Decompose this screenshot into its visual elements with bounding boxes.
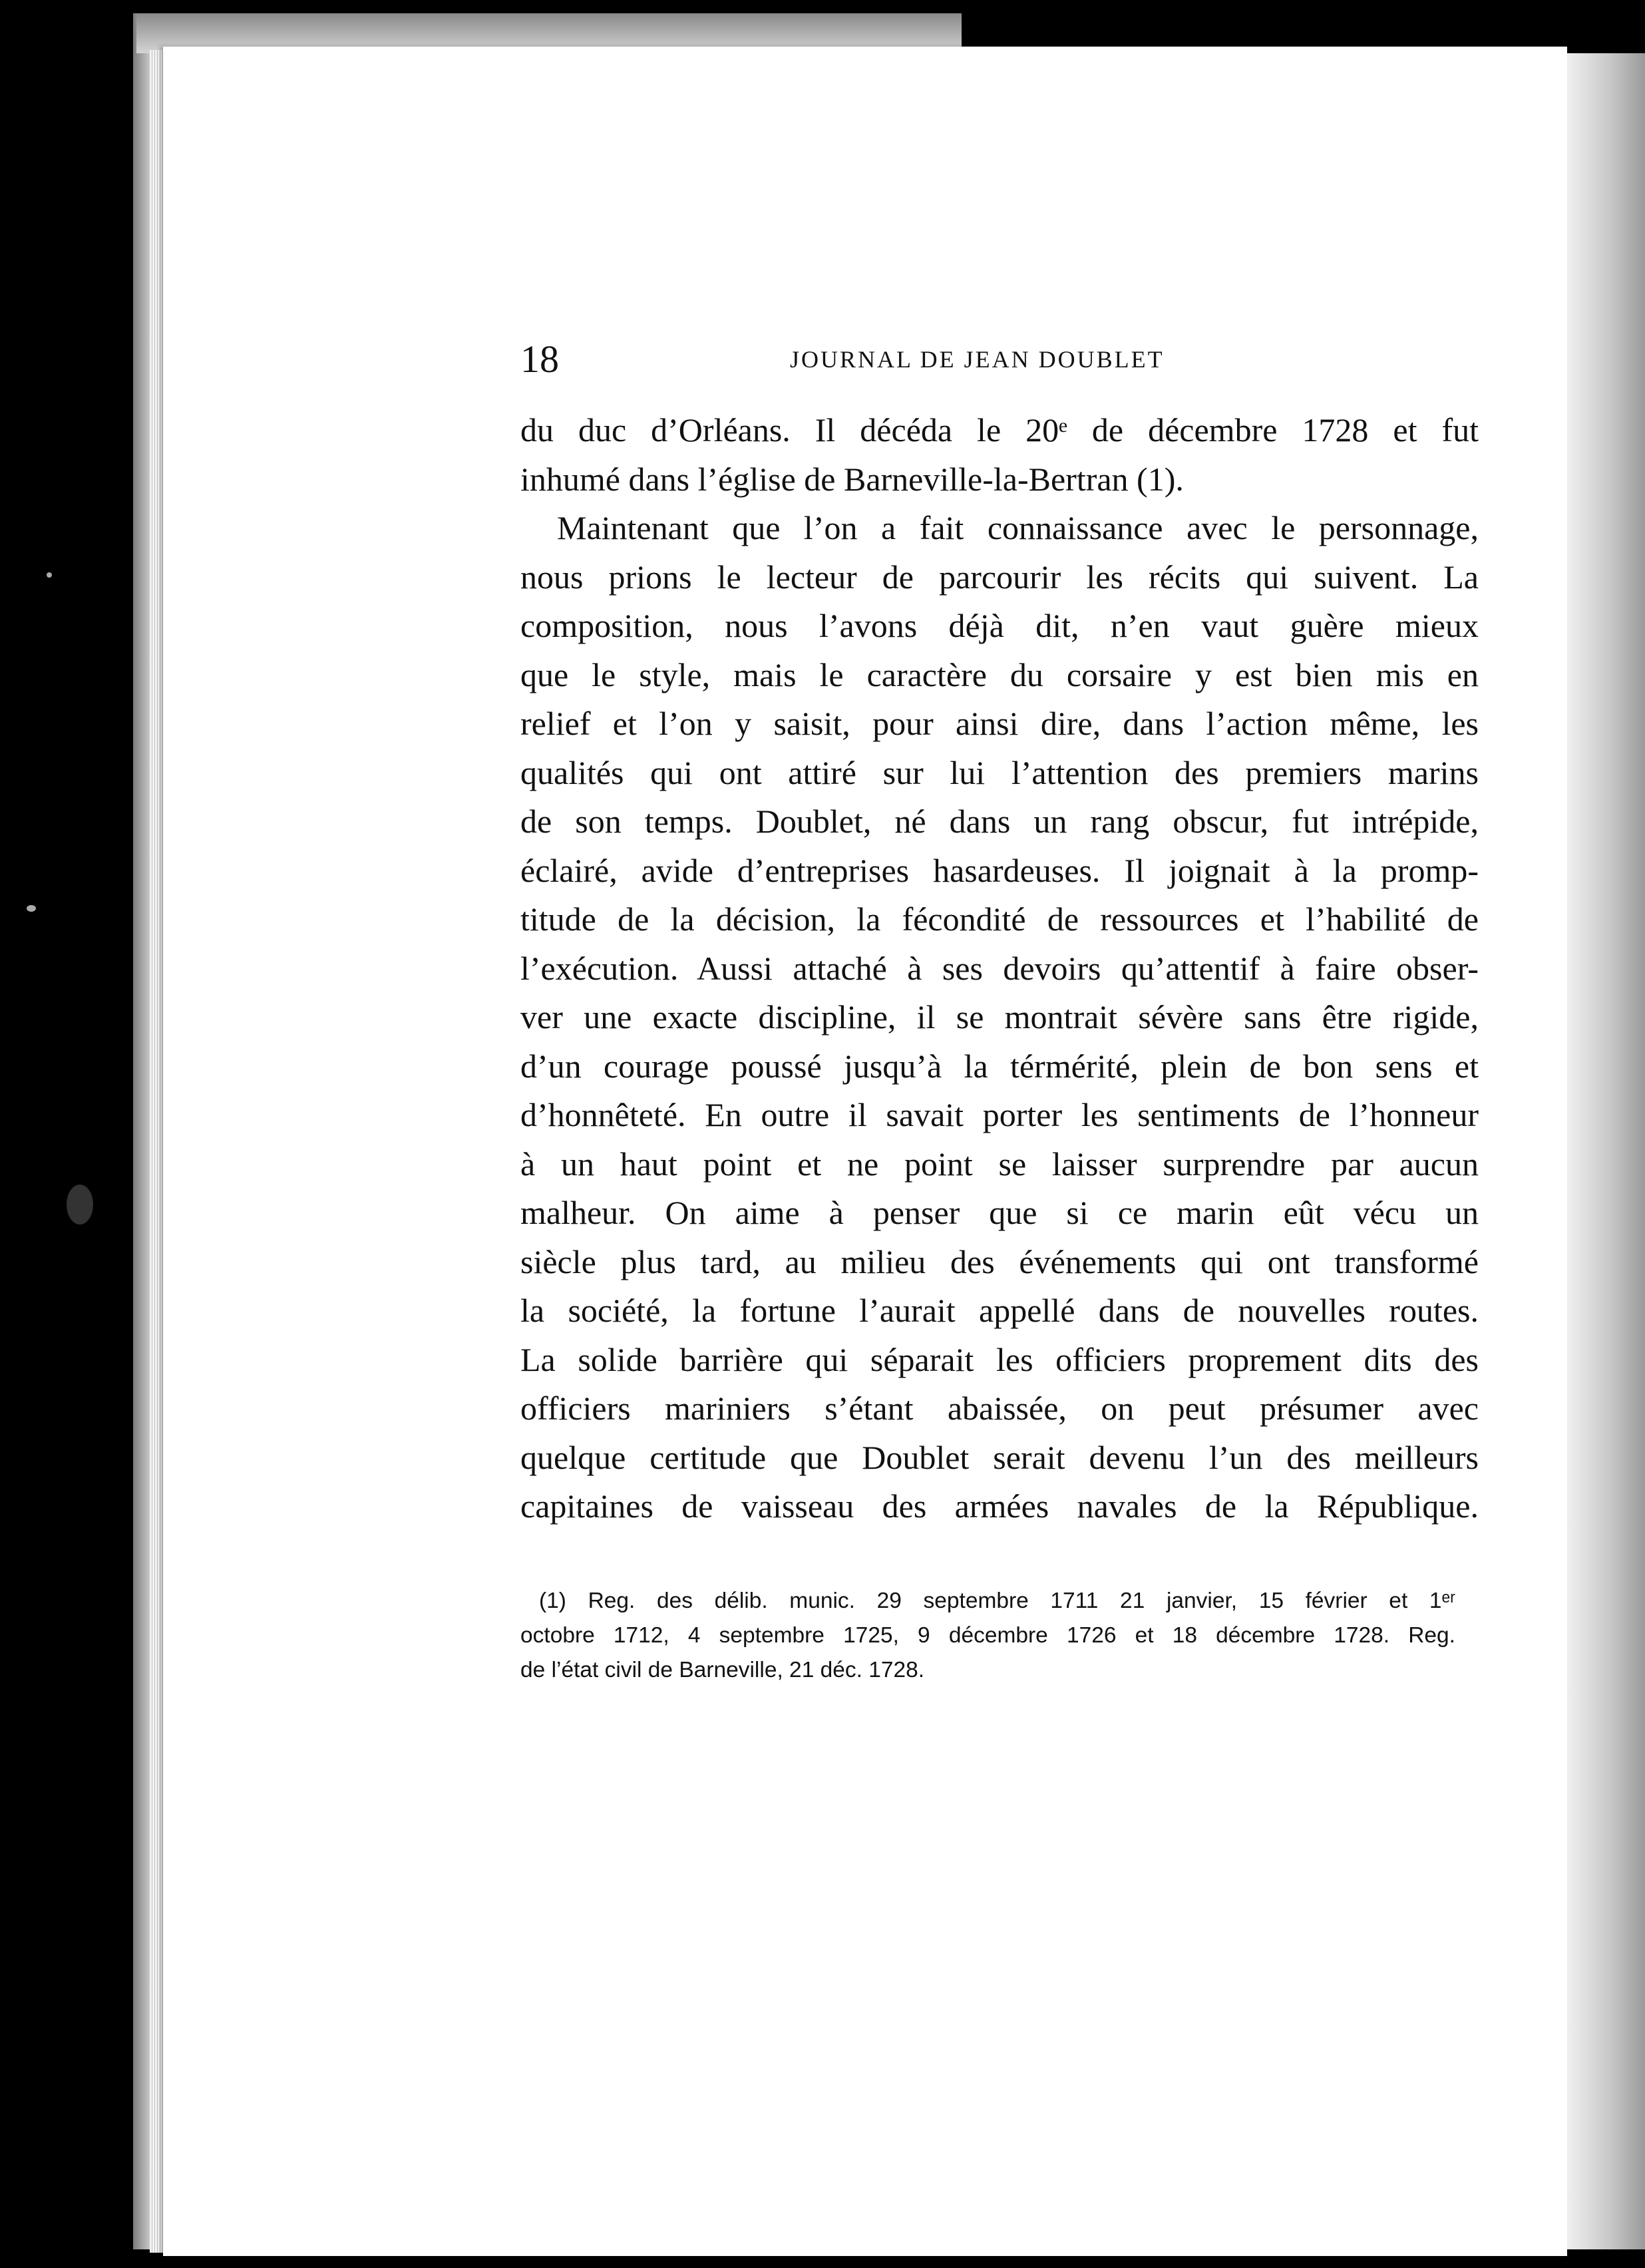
footnote-line: octobre 1712, 4 septembre 1725, 9 décembre 1726 et 18 décembre 1728. Reg. [520, 1623, 1455, 1648]
text-line: La solide barrière qui séparait les officiers proprement dits des [520, 1340, 1479, 1378]
text-line: quelque certitude que Doublet serait devenu l’un des meilleurs [520, 1438, 1479, 1476]
text-line: inhumé dans l’église de Barneville-la-Bertran (1). [520, 460, 1184, 498]
page-header [520, 333, 1198, 386]
scan-right-edge [1567, 53, 1645, 2249]
page-number: 18 [520, 337, 559, 381]
text-line: l’exécution. Aussi attaché à ses devoirs qu’attentif à faire obser- [520, 949, 1479, 987]
scan-speck [67, 1185, 93, 1225]
footnote [520, 1584, 1455, 1688]
text-line: nous prions le lecteur de parcourir les récits qui suivent. La [520, 558, 1479, 596]
text-line: d’honnêteté. En outre il savait porter les sentiments de l’honneur [520, 1096, 1479, 1133]
text-line: malheur. On aime à penser que si ce marin eût vécu un [520, 1194, 1479, 1231]
body-text [520, 406, 1479, 1531]
text-line: Maintenant que l’on a fait connaissance avec le personnage, [557, 509, 1479, 546]
text-line: ver une exacte discipline, il se montrait sévère sans être rigide, [520, 998, 1479, 1036]
text-line: qualités qui ont attiré sur lui l’attention des premiers marins [520, 753, 1479, 791]
text-line: éclairé, avide d’entreprises hasardeuses. Il joignait à la promp- [520, 851, 1479, 889]
text-line: de son temps. Doublet, né dans un rang obscur, fut intrépide, [520, 803, 1479, 840]
scan-speck [47, 572, 52, 578]
text-line: du duc d’Orléans. Il décéda le 20ᵉ de décembre 1728 et fut [520, 411, 1479, 449]
text-line: officiers mariniers s’étant abaissée, on peut présumer avec [520, 1390, 1479, 1427]
text-line: que le style, mais le caractère du corsaire y est bien mis en [520, 656, 1479, 693]
text-line: d’un courage poussé jusqu’à la térmérité, plein de bon sens et [520, 1047, 1479, 1085]
text-line: capitaines de vaisseau des armées navales de la République. [520, 1487, 1479, 1525]
text-line: à un haut point et ne point se laisser surprendre par aucun [520, 1145, 1479, 1183]
text-line: la société, la fortune l’aurait appellé dans de nouvelles routes. [520, 1292, 1479, 1329]
running-head: JOURNAL DE JEAN DOUBLET [790, 346, 1165, 373]
footnote-line: de l’état civil de Barneville, 21 déc. 1728. [520, 1658, 925, 1682]
text-line: titude de la décision, la fécondité de ressources et l’habilité de [520, 900, 1479, 938]
scan-speck [27, 905, 36, 912]
footnote-line: (1) Reg. des délib. munic. 29 septembre 1711 21 janvier, 15 février et 1ᵉʳ [539, 1589, 1455, 1613]
text-line: siècle plus tard, au milieu des événements qui ont transformé [520, 1242, 1479, 1280]
text-line: relief et l’on y saisit, pour ainsi dire, dans l’action même, les [520, 705, 1479, 742]
text-line: composition, nous l’avons déjà dit, n’en vaut guère mieux [520, 607, 1479, 644]
